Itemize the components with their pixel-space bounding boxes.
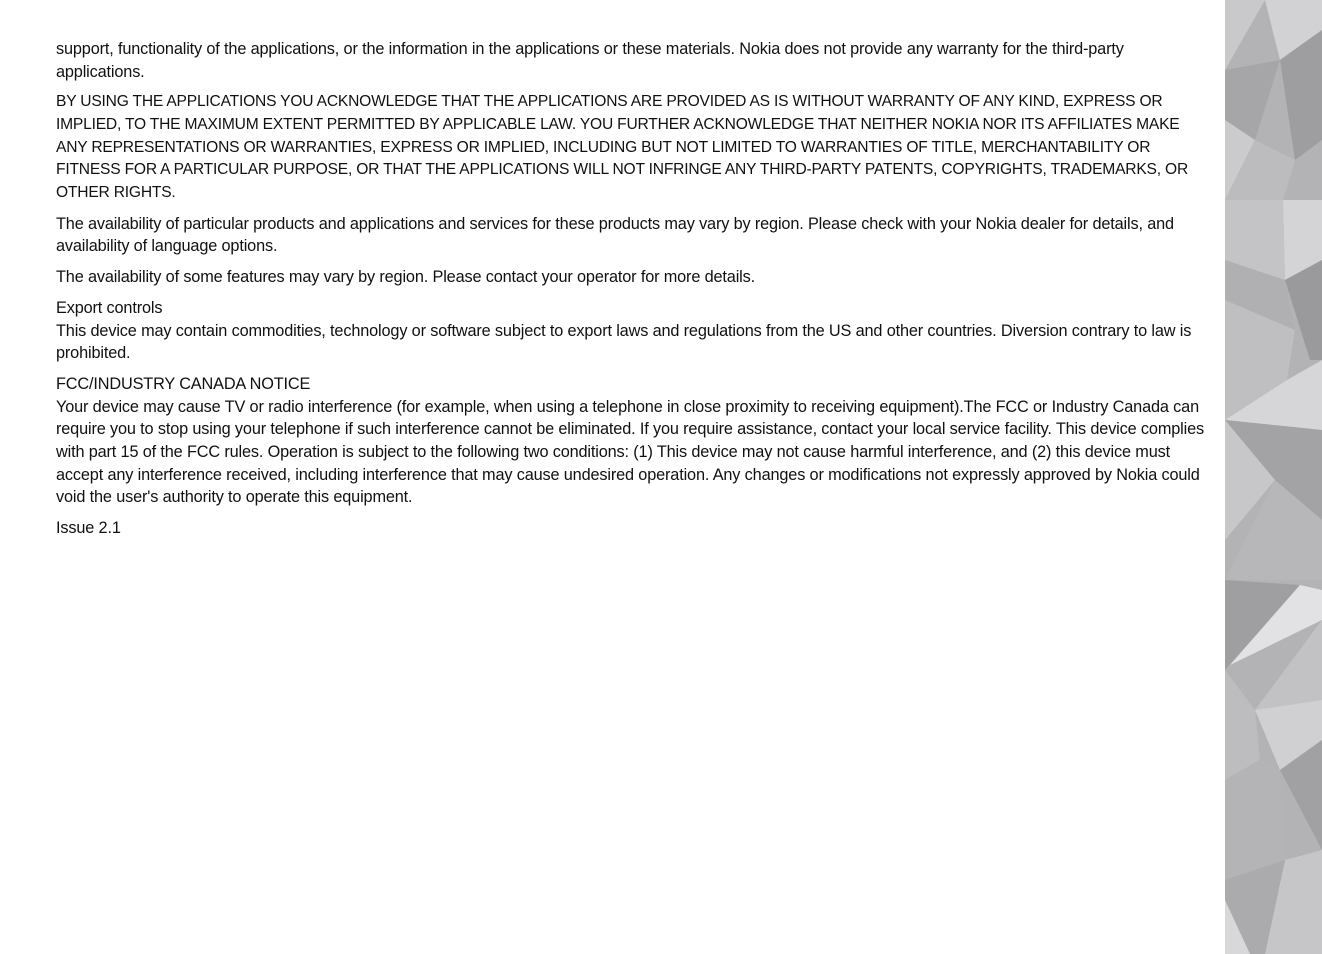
section-fcc-notice [56, 373, 1212, 509]
issue-number: Issue 2.1 [56, 519, 121, 538]
export-controls-heading: Export controls [56, 299, 163, 318]
facet-shape [1225, 760, 1285, 880]
paragraph-third-party-warranty: support, functionality of the applications, or the information in the applications or these materials. Nokia does not provide any warranty for the third-party applications. [56, 40, 1124, 81]
fcc-notice-body: Your device may cause TV or radio interference (for example, when using a telephone in close proximity to receiving equipment).The FCC or Industry Canada can require you to stop using your telephone if such interference cannot be eliminated. If you require assistance, contact your local service facility. This device complies with part 15 of the FCC rules. Operation is subject to the following two conditions: (1) This device may not cause harmful interference, and (2) this device must accept any interference received, including interference that may cause undesired operation. Any changes or modifications not expressly approved by Nokia could void the user's authority to operate this equipment. [56, 397, 1204, 507]
fcc-notice-heading: FCC/INDUSTRY CANADA NOTICE [56, 375, 311, 394]
document-body [56, 38, 1212, 548]
paragraph-product-availability: The availability of particular products and applications and services for these products may vary by region. Please check with your Nokia dealer for details, and availability of language options. [56, 214, 1174, 256]
section-export-controls [56, 297, 1212, 365]
export-controls-body: This device may contain commodities, technology or software subject to export laws and regulations from the US and other countries. Diversion contrary to law is prohibited. [56, 321, 1192, 363]
decorative-side-panel [1225, 0, 1322, 954]
paragraph-disclaimer: BY USING THE APPLICATIONS YOU ACKNOWLEDGE THAT THE APPLICATIONS ARE PROVIDED AS IS WITHOUT WARRANTY OF ANY KIND, EXPRESS OR IMPLIED, TO THE MAXIMUM EXTENT PERMITTED BY APPLICABLE LAW. YOU FURTHER ACKNOWLEDGE THAT NEITHER NOKIA NOR ITS AFFILIATES MAKE ANY REPRESENTATIONS OR WARRANTIES, EXPRESS OR IMPLIED, INCLUDING BUT NOT LIMITED TO WARRANTIES OF TITLE, MERCHANTABILITY OR FITNESS FOR A PARTICULAR PURPOSE, OR THAT THE APPLICATIONS WILL NOT INFRINGE ANY THIRD-PARTY PATENTS, COPYRIGHTS, TRADEMARKS, OR OTHER RIGHTS. [56, 93, 1189, 201]
paragraph-feature-availability: The availability of some features may vary by region. Please contact your operator for more details. [56, 268, 755, 287]
